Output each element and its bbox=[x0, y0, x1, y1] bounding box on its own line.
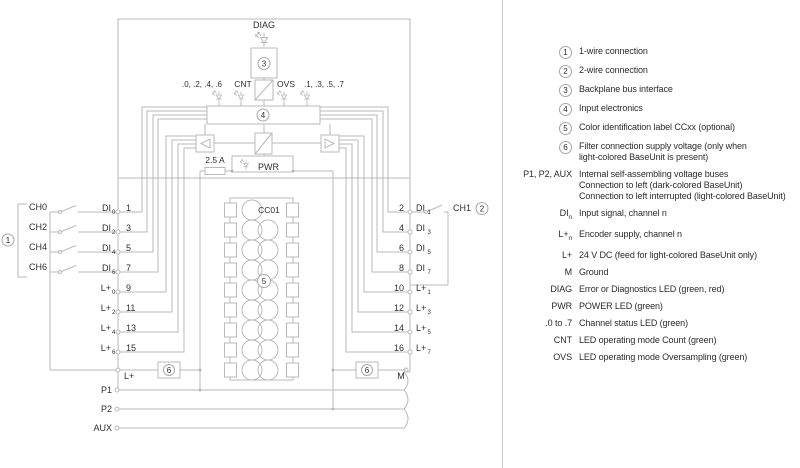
channel-label-ch0: CH0 bbox=[28, 202, 47, 212]
pin-label: L+ bbox=[100, 303, 111, 313]
pin-label-sub: 2 bbox=[112, 310, 116, 316]
fuse-label: 2.5 A bbox=[205, 155, 225, 165]
pin-label: L+ bbox=[416, 323, 427, 333]
legend-text: LED operating mode Oversampling (green) bbox=[579, 351, 748, 362]
legend-text: Input signal, channel n bbox=[579, 208, 667, 218]
ovs-led-icon bbox=[277, 91, 287, 103]
pin-number: 8 bbox=[398, 263, 404, 273]
pin-number: 13 bbox=[126, 323, 137, 333]
legend-row bbox=[510, 65, 800, 78]
supply-filters bbox=[158, 362, 406, 378]
pin-number: 2 bbox=[398, 203, 404, 213]
legend-row bbox=[510, 352, 800, 363]
rail-label-p1: P1 bbox=[100, 385, 112, 395]
legend-row bbox=[510, 335, 800, 346]
pin-number: 10 bbox=[393, 283, 404, 293]
pin-label: DI bbox=[102, 223, 111, 233]
left-pins bbox=[101, 203, 136, 381]
pin-label-sub: 4 bbox=[112, 330, 116, 336]
legend-text: Channel status LED (green) bbox=[579, 317, 688, 328]
legend-text: Filter connection supply voltage (only when bbox=[579, 141, 747, 151]
input-electronics bbox=[207, 106, 320, 124]
legend-key-5: 5 bbox=[559, 122, 572, 135]
pin-label: L+ bbox=[416, 283, 427, 293]
legend bbox=[510, 46, 800, 369]
pin-label-sub: 7 bbox=[427, 270, 431, 276]
power-section bbox=[196, 124, 339, 410]
legend-row bbox=[510, 250, 800, 261]
legend-text: 24 V DC (feed for light-colored BaseUnit only) bbox=[579, 249, 757, 260]
legend-key-lplus: L+ bbox=[561, 249, 572, 260]
legend-key-diag: DIAG bbox=[550, 283, 572, 294]
legend-key-lplus-n: $L+_n$ bbox=[558, 228, 572, 242]
odd-channel-led-label: .1, .3, .5, .7 bbox=[303, 80, 345, 89]
cc01-label: CC01 bbox=[258, 205, 280, 215]
legend-text: Ground bbox=[579, 266, 609, 277]
pin-label: L+ bbox=[100, 283, 111, 293]
pin-label-sub: 6 bbox=[112, 350, 116, 356]
callout-1: 1 bbox=[5, 236, 11, 245]
pin-label: L+ bbox=[100, 323, 111, 333]
pin-number: 5 bbox=[126, 243, 132, 253]
pin-number: 12 bbox=[393, 303, 404, 313]
cnt-led-icon bbox=[234, 91, 244, 103]
legend-row bbox=[510, 318, 800, 329]
pin-number: 11 bbox=[126, 303, 136, 313]
pin-label: L+ bbox=[100, 343, 111, 353]
legend-text: Encoder supply, channel n bbox=[579, 228, 682, 239]
pwr-led-icon bbox=[240, 160, 248, 170]
pin-label-sub: 1 bbox=[427, 210, 431, 216]
pin-label-sub: 4 bbox=[112, 250, 116, 256]
pin-number: 6 bbox=[398, 243, 404, 253]
rail-label-p2: P2 bbox=[100, 404, 112, 414]
pin-label-sub: 1 bbox=[427, 290, 431, 296]
diag-label: DIAG bbox=[252, 20, 276, 30]
legend-row bbox=[510, 84, 800, 97]
legend-row bbox=[510, 301, 800, 312]
legend-text: Error or Diagnostics LED (green, red) bbox=[579, 283, 725, 294]
pin-label: DI bbox=[416, 263, 425, 273]
pin-number: 16 bbox=[393, 343, 404, 353]
pin-label-sub: 6 bbox=[112, 270, 116, 276]
legend-text: LED operating mode Count (green) bbox=[579, 334, 717, 345]
legend-row bbox=[510, 229, 800, 244]
channel-label-ch2: CH2 bbox=[28, 222, 47, 232]
callout-6-right: 6 bbox=[364, 366, 370, 375]
pin-label-sub: 7 bbox=[427, 350, 431, 356]
legend-key-di: $DI_n$ bbox=[559, 208, 572, 221]
legend-row bbox=[510, 141, 800, 163]
pin-label-sub: 0 bbox=[112, 290, 116, 296]
pin-label-sub: 5 bbox=[427, 250, 431, 256]
legend-key-2: 2 bbox=[559, 65, 572, 78]
channel-label-ch6: CH6 bbox=[28, 262, 47, 272]
legend-key-ovs: OVS bbox=[553, 351, 572, 362]
pin-label-sub: 2 bbox=[112, 230, 116, 236]
callout-3: 3 bbox=[261, 59, 267, 69]
legend-text: Input electronics bbox=[579, 103, 643, 113]
wire-bundles bbox=[120, 107, 408, 352]
pin-label: DI bbox=[102, 263, 111, 273]
pin-number: 4 bbox=[398, 223, 404, 233]
legend-key-1: 1 bbox=[559, 46, 572, 59]
diag-led-icon bbox=[256, 32, 268, 47]
legend-row bbox=[510, 267, 800, 278]
pin-label-sub: 3 bbox=[427, 310, 431, 316]
channel-label-ch4: CH4 bbox=[28, 242, 47, 252]
even-channel-led-icon bbox=[212, 91, 222, 103]
legend-row bbox=[510, 122, 800, 135]
pwr-label: PWR bbox=[258, 162, 279, 172]
pin-number: 9 bbox=[126, 283, 132, 293]
legend-row bbox=[510, 284, 800, 295]
odd-channel-led-icon bbox=[300, 91, 310, 103]
callout-4: 4 bbox=[260, 111, 266, 120]
legend-key-4: 4 bbox=[559, 103, 572, 116]
legend-key-pwr: PWR bbox=[551, 300, 572, 311]
callout-2: 2 bbox=[479, 204, 485, 214]
legend-key-cnt: CNT bbox=[553, 334, 572, 345]
pin-label-sub: 3 bbox=[427, 230, 431, 236]
legend-text: POWER LED (green) bbox=[579, 300, 663, 311]
pin-number: 7 bbox=[126, 263, 132, 273]
rail-label-aux: AUX bbox=[93, 423, 112, 433]
pin-label: DI bbox=[102, 243, 111, 253]
pin-label: DI bbox=[102, 203, 111, 213]
legend-text: Internal self-assembling voltage buses bbox=[579, 169, 729, 179]
legend-row bbox=[510, 169, 800, 202]
right-pins bbox=[394, 203, 432, 381]
pin-label-sub: 5 bbox=[427, 330, 431, 336]
callout-6-left: 6 bbox=[166, 366, 172, 375]
power-rails bbox=[93, 372, 410, 433]
channel-label-ch1: CH1 bbox=[453, 203, 472, 213]
page-divider bbox=[502, 0, 503, 468]
pin-label-sub: 0 bbox=[112, 210, 116, 216]
status-leds bbox=[182, 79, 345, 106]
pin-label: L+ bbox=[416, 303, 427, 313]
cnt-led-label: CNT bbox=[234, 79, 252, 89]
legend-key-channel-leds: .0 to .7 bbox=[545, 317, 572, 328]
callout-5: 5 bbox=[261, 277, 267, 286]
pin-number: 3 bbox=[126, 223, 132, 233]
pin-label: DI bbox=[416, 203, 425, 213]
legend-key-3: 3 bbox=[559, 84, 572, 97]
terminal-block bbox=[225, 198, 299, 380]
pin-label: DI bbox=[416, 223, 425, 233]
ground-terminal-label: M bbox=[397, 371, 405, 381]
legend-text: 2-wire connection bbox=[579, 65, 648, 75]
fuse bbox=[205, 168, 225, 175]
left-driver-box bbox=[196, 135, 214, 152]
legend-key-buses: P1, P2, AUX bbox=[523, 169, 572, 179]
pin-label: L+ bbox=[416, 343, 427, 353]
legend-text: light-colored BaseUnit is present) bbox=[579, 152, 709, 162]
legend-text: Color identification label CCxx (optional) bbox=[579, 122, 735, 132]
legend-key-m: M bbox=[564, 266, 572, 277]
legend-text: 1-wire connection bbox=[579, 46, 648, 56]
legend-text: Connection to left (dark-colored BaseUnit) bbox=[579, 180, 743, 190]
pin-label: DI bbox=[416, 243, 425, 253]
legend-row bbox=[510, 208, 800, 223]
pin-number: 14 bbox=[393, 323, 404, 333]
legend-row bbox=[510, 46, 800, 59]
legend-text: Connection to left interrupted (light-colored BaseUnit) bbox=[579, 191, 786, 201]
backplane-stack bbox=[251, 20, 277, 106]
bracket bbox=[18, 204, 27, 277]
pin-number: 15 bbox=[126, 343, 137, 353]
right-driver-box bbox=[321, 135, 339, 152]
legend-text: Backplane bus interface bbox=[579, 84, 673, 94]
even-channel-led-label: .0, .2, .4, .6 bbox=[181, 80, 223, 89]
legend-row bbox=[510, 103, 800, 116]
legend-key-6: 6 bbox=[559, 141, 572, 154]
lplus-terminal-label: L+ bbox=[124, 371, 135, 381]
ovs-led-label: OVS bbox=[277, 79, 295, 89]
pin-number: 1 bbox=[126, 203, 132, 213]
